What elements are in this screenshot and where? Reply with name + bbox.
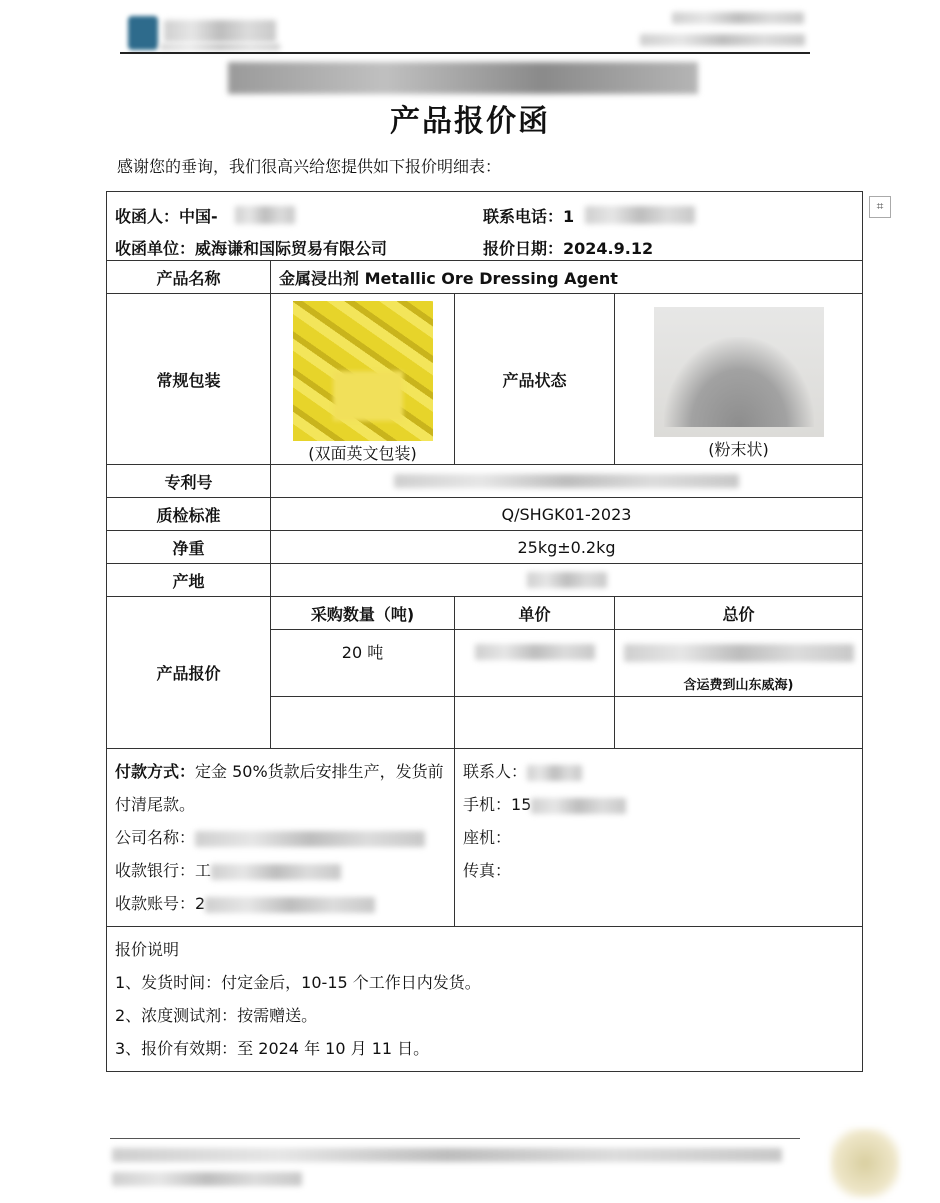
payee-bank-value: 工 — [195, 861, 212, 880]
contact-person-label: 联系人： — [463, 762, 528, 781]
contact-mobile-label: 手机： — [463, 795, 512, 814]
pricing-total-note: 含运费到山东威海) — [683, 678, 794, 693]
contact-mobile-value: 15 — [511, 795, 532, 814]
company-seal — [830, 1128, 900, 1198]
qc-value: Q/SHGK01-2023 — [271, 498, 863, 531]
pricing-empty-total — [615, 697, 863, 749]
state-label: 产品状态 — [455, 294, 615, 465]
pricing-unit-value — [455, 630, 615, 697]
phone-label: 联系电话： — [483, 207, 564, 226]
intro-text: 感谢您的垂询，我们很高兴给您提供如下报价明细表： — [117, 157, 502, 176]
phone-row — [483, 204, 574, 227]
state-caption: (粉末状) — [708, 439, 769, 459]
pricing-empty-unit — [455, 697, 615, 749]
packaging-caption: (双面英文包装) — [308, 443, 417, 463]
pricing-empty-qty — [271, 697, 455, 749]
payment-block — [107, 749, 455, 927]
payee-company-label: 公司名称： — [115, 828, 196, 847]
footer-rule — [110, 1138, 800, 1139]
contact-fax-row — [463, 854, 854, 887]
company-logo — [128, 16, 158, 50]
payee-company-row — [115, 821, 446, 854]
footer-phone-redacted — [112, 1172, 302, 1186]
payment-method — [115, 755, 446, 821]
phone-redacted — [585, 206, 695, 224]
product-name-value: 金属浸出剂 Metallic Ore Dressing Agent — [271, 261, 863, 294]
product-name-label: 产品名称 — [107, 261, 271, 294]
payee-company-redacted — [195, 831, 425, 847]
footer-address-redacted — [112, 1148, 782, 1162]
payee-account-value: 2 — [195, 894, 206, 913]
contact-block — [455, 749, 863, 927]
quote-date-label: 报价日期： — [483, 239, 564, 258]
pricing-col-total: 总价 — [615, 597, 863, 630]
recipient-name-value: 中国- — [179, 207, 218, 226]
recipient-block — [107, 192, 863, 261]
payment-method-label: 付款方式： — [115, 762, 196, 781]
recipient-company-row — [115, 236, 387, 259]
note-item: 2、浓度测试剂：按需赠送。 — [115, 1006, 318, 1025]
weight-value: 25kg±0.2kg — [271, 531, 863, 564]
contact-fax-label: 传真： — [463, 861, 512, 880]
header-contact-redacted — [672, 12, 804, 24]
quote-table — [106, 191, 863, 1072]
pricing-col-unit: 单价 — [455, 597, 615, 630]
contact-landline-label: 座机： — [463, 828, 512, 847]
phone-value: 1 — [563, 207, 575, 226]
note-item: 3、报价有效期：至 2024 年 10 月 11 日。 — [115, 1039, 430, 1058]
payee-account-redacted — [205, 897, 375, 913]
pricing-col-qty: 采购数量（吨) — [271, 597, 455, 630]
pricing-qty-value: 20 吨 — [271, 630, 455, 697]
page-title: 产品报价函 — [390, 104, 550, 139]
logo-text-redacted — [164, 20, 276, 42]
header-rule — [120, 52, 810, 54]
payee-bank-redacted — [211, 864, 341, 880]
contact-mobile-redacted — [531, 798, 626, 814]
patent-value — [271, 465, 863, 498]
note-item: 1、发货时间：付定金后，10-15 个工作日内发货。 — [115, 973, 481, 992]
unit-price-redacted — [475, 644, 595, 660]
notes-block — [107, 927, 863, 1072]
notes-title: 报价说明 — [115, 940, 180, 959]
payment-method-value: 定金 50%货款后安排生产，发货前付清尾款。 — [115, 762, 444, 814]
packaging-cell — [271, 294, 455, 465]
qc-label: 质检标准 — [107, 498, 271, 531]
quote-date-row — [483, 236, 653, 259]
recipient-name-redacted — [235, 206, 295, 224]
recipient-company-label: 收函单位： — [115, 239, 196, 258]
state-cell — [615, 294, 863, 465]
header-address-redacted — [640, 34, 805, 46]
recipient-name-label: 收函人： — [115, 207, 180, 226]
scan-icon[interactable]: ⌗ — [869, 196, 891, 218]
packaging-photo — [293, 301, 433, 441]
quote-date-value: 2024.9.12 — [563, 239, 654, 258]
pricing-label: 产品报价 — [107, 597, 271, 749]
powder-photo — [654, 307, 824, 437]
payee-account-label: 收款账号： — [115, 894, 196, 913]
origin-redacted — [527, 572, 607, 588]
patent-label: 专利号 — [107, 465, 271, 498]
contact-landline-row — [463, 821, 854, 854]
company-name-redacted — [228, 62, 698, 94]
payee-account-row — [115, 887, 446, 920]
payee-bank-row — [115, 854, 446, 887]
weight-label: 净重 — [107, 531, 271, 564]
pricing-total-value — [615, 630, 863, 697]
recipient-company-value: 威海谦和国际贸易有限公司 — [195, 239, 388, 258]
payee-bank-label: 收款银行： — [115, 861, 196, 880]
packaging-label: 常规包装 — [107, 294, 271, 465]
recipient-name-row — [115, 204, 218, 227]
logo-subtext-redacted — [160, 44, 280, 50]
contact-mobile-row — [463, 788, 854, 821]
origin-value — [271, 564, 863, 597]
total-price-redacted — [624, 644, 854, 662]
contact-person-redacted — [527, 765, 582, 781]
patent-redacted — [394, 474, 739, 488]
origin-label: 产地 — [107, 564, 271, 597]
contact-person-row — [463, 755, 854, 788]
